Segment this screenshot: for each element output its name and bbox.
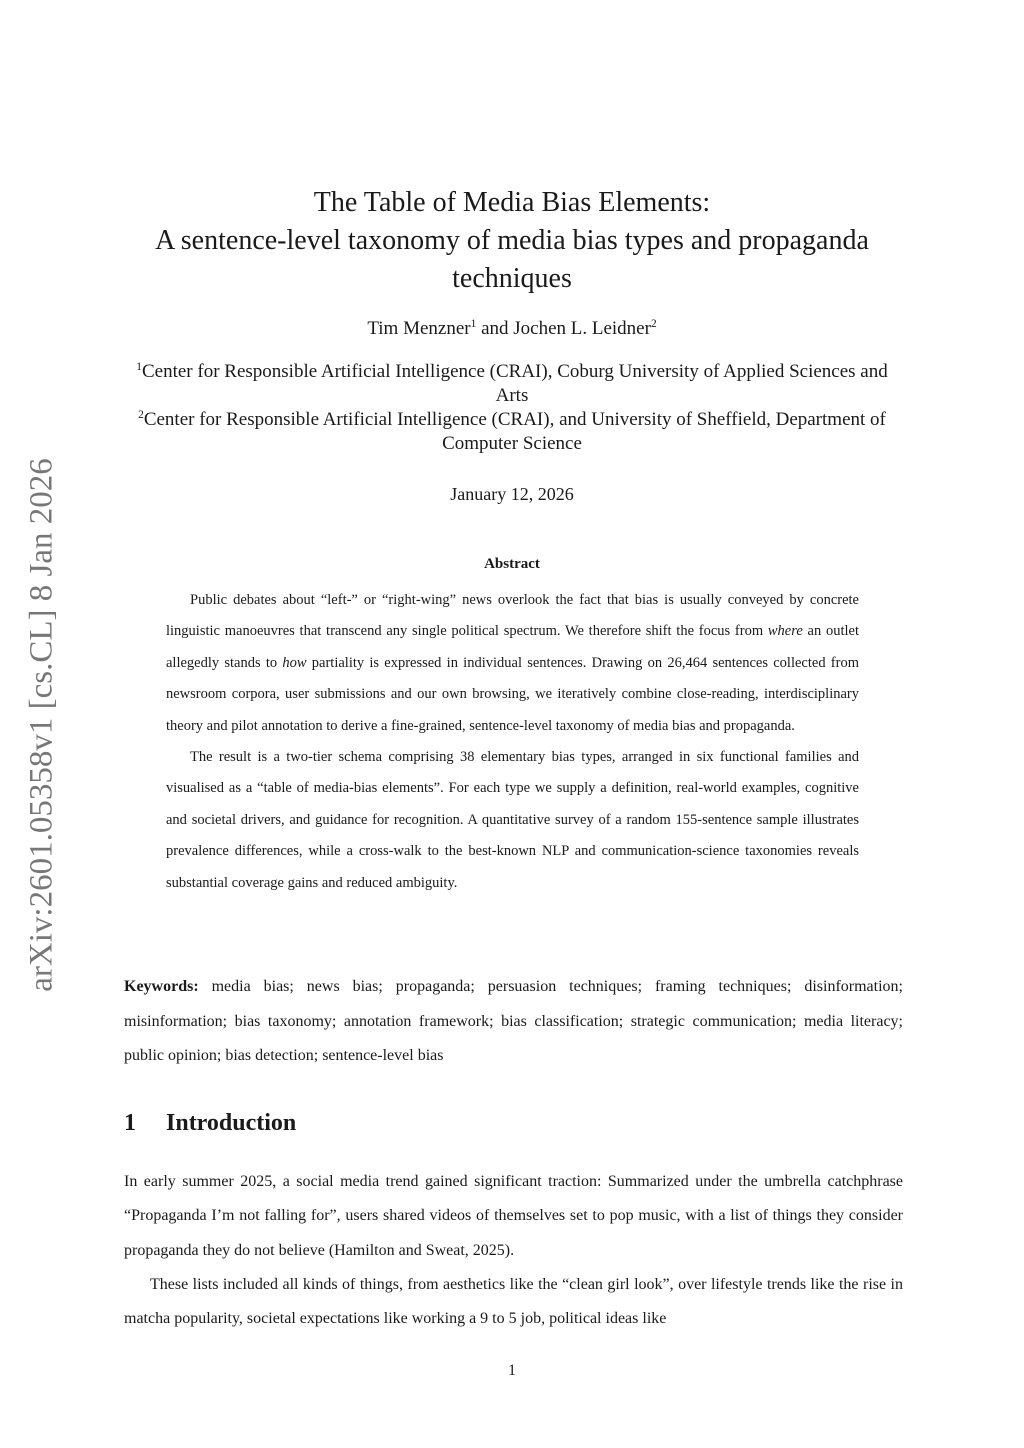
author-joiner: and [476, 318, 514, 339]
keywords-label: Keywords: [124, 978, 199, 995]
paper-title [100, 184, 924, 298]
intro-paragraph-1: In early summer 2025, a social media trend gained significant traction: Summarized under the umbrella catchphrase “Propaganda I’m not falling for”, users shared videos of themselves set to pop music, with a list of things they consider propaganda they do not believe (Hamilton and Sweat, 2025). [124, 1173, 903, 1259]
introduction-body [124, 1165, 903, 1336]
keywords-text: media bias; news bias; propaganda; persuasion techniques; framing techniques; disinformation; misinformation; bias taxonomy; annotation framework; bias classification; strategic communication; media literacy; public opinion; bias detection; sentence-level bias [124, 978, 903, 1064]
arxiv-identifier [14, 440, 70, 1010]
section-title: Introduction [166, 1110, 297, 1136]
author-1-affil-mark: 1 [470, 318, 477, 331]
publication-date: January 12, 2026 [450, 484, 574, 504]
title-line-1: The Table of Media Bias Elements: [313, 187, 711, 218]
section-heading [124, 1110, 296, 1137]
abstract-body [166, 585, 859, 899]
abstract-heading: Abstract [484, 556, 540, 572]
affiliation-1-text: Center for Responsible Artificial Intelligence (CRAI), Coburg University of Applied Sciences and Arts [141, 361, 888, 406]
keywords [124, 970, 903, 1074]
arxiv-identifier-text: arXiv:2601.05358v1 [cs.CL] 8 Jan 2026 [23, 458, 60, 992]
affiliation-1 [120, 360, 904, 408]
affiliation-2-text: Center for Responsible Artificial Intelligence (CRAI), and University of Sheffield, Department of Computer Science [143, 409, 886, 454]
section-number: 1 [124, 1110, 136, 1136]
author-2: Jochen L. Leidner [513, 318, 651, 339]
affiliation-1-mark: 1 [136, 361, 142, 374]
intro-paragraph-2: These lists included all kinds of things, from aesthetics like the “clean girl look”, over lifestyle trends like the rise in matcha popularity, societal expectations like working a 9 to 5 job, political ideas like [124, 1275, 903, 1328]
author-list [100, 318, 924, 340]
title-line-2: A sentence-level taxonomy of media bias types and propaganda techniques [155, 225, 869, 294]
emphasis-where: where [767, 623, 803, 640]
emphasis-how: how [282, 654, 307, 671]
abstract-paragraph-1: Public debates about “left-” or “right-wing” news overlook the fact that bias is usually conveyed by concrete linguistic manoeuvres that transcend any single political spectrum. We therefore shift the focus from where an outlet allegedly stands to how partiality is expressed in individual sentences. Drawing on 26,464 sentences collected from newsroom corpora, user submissions and our own browsing, we iteratively combine close-reading, interdisciplinary theory and pilot annotation to derive a fine-grained, sentence-level taxonomy of media bias and propaganda. [166, 592, 859, 734]
affiliation-2 [120, 408, 904, 456]
author-2-affil-mark: 2 [650, 318, 657, 331]
abstract-paragraph-2: The result is a two-tier schema comprising 38 elementary bias types, arranged in six functional families and visualised as a “table of media-bias elements”. For each type we supply a definition, real-world examples, cognitive and societal drivers, and guidance for recognition. A quantitative survey of a random 155-sentence sample illustrates prevalence differences, while a cross-walk to the best-known NLP and communication-science taxonomies reveals substantial coverage gains and reduced ambiguity. [166, 749, 859, 891]
page-number: 1 [508, 1362, 516, 1379]
author-1: Tim Menzner [367, 318, 471, 339]
affiliation-2-mark: 2 [138, 409, 144, 422]
